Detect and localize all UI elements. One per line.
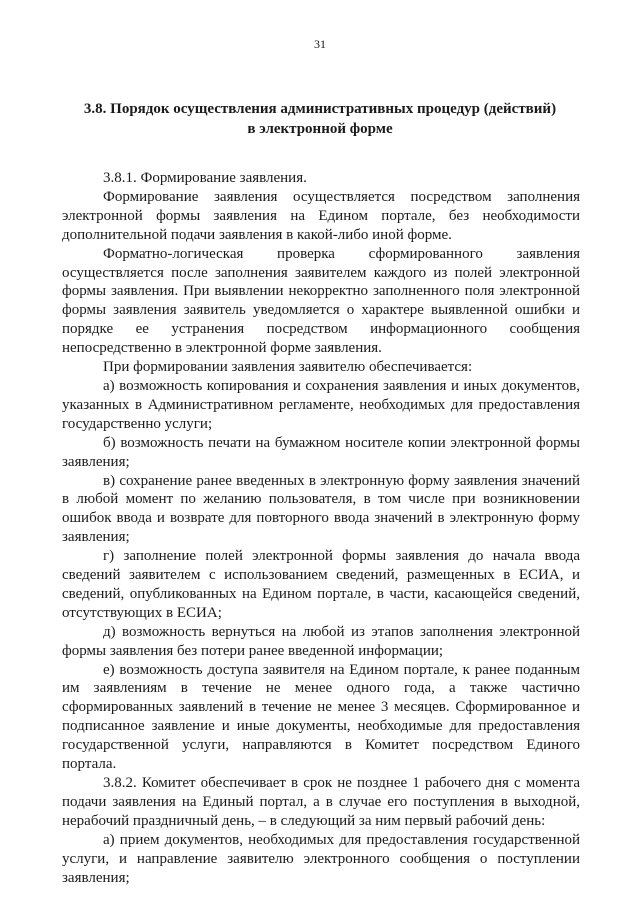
list-item-e: е) возможность доступа заявителя на Едином портале, к ранее поданным им заявлениям в течение не менее одного года, а также частично сформированных заявлений в течение не менее 3 месяцев. Сформированное и подписанное заявление и иные документы, необходимые для предоставления государственной услуги, направляются в Комитет посредством Единого портала.: [62, 661, 580, 773]
paragraph-provided-list-intro: При формировании заявления заявителю обеспечивается:: [103, 359, 473, 376]
document-body: [62, 169, 580, 887]
list-item-a: а) возможность копирования и сохранения заявления и иных документов, указанных в Административном регламенте, необходимых для предоставления государственно услуги;: [62, 377, 580, 432]
page-number: 31: [314, 37, 326, 51]
list-item-d: д) возможность вернуться на любой из этапов заполнения электронной формы заявления без потери ранее введенной информации;: [62, 623, 580, 659]
list-item-b: б) возможность печати на бумажном носителе копии электронной формы заявления;: [62, 434, 580, 470]
subsection-3-8-2: 3.8.2. Комитет обеспечивает в срок не позднее 1 рабочего дня с момента подачи заявления на Единый портал, а в случае его поступления в выходной, нерабочий праздничный день, – в следующий за ним первый рабочий день:: [62, 775, 580, 829]
paragraph-format-check: Форматно-логическая проверка сформированного заявления осуществляется после заполнения заявителем каждого из полей электронной формы заявления. При выявлении некорректно заполненного поля электронной формы заявления заявитель уведомляется о характере выявленной ошибки и порядке ее устранения посредством информационного сообщения непосредственно в электронной форме заявления.: [62, 245, 580, 357]
list-item-a-2: а) прием документов, необходимых для предоставления государственной услуги, и направление заявителю электронного сообщения о поступлении заявления;: [62, 831, 580, 886]
paragraph-formation: Формирование заявления осуществляется посредством заполнения электронной формы заявления на Едином портале, без необходимости дополнительной подачи заявления в какой-либо иной форме.: [62, 188, 580, 243]
section-heading-line-1: 3.8. Порядок осуществления административных процедур (действий): [83, 101, 557, 117]
section-heading-line-2: в электронной форме: [247, 121, 393, 137]
list-item-g: г) заполнение полей электронной формы заявления до начала ввода сведений заявителем с использованием сведений, размещенных в ЕСИА, и сведений, опубликованных на Едином портале, в части, касающейся сведений, отсутствующих в ЕСИА;: [62, 548, 580, 621]
list-item-v: в) сохранение ранее введенных в электронную форму заявления значений в любой момент по желанию пользователя, в том числе при возникновении ошибок ввода и возврате для повторного ввода значений в электронную форму заявления;: [62, 472, 580, 546]
section-heading: [60, 99, 580, 139]
subsection-title-3-8-1: 3.8.1. Формирование заявления.: [103, 170, 307, 186]
